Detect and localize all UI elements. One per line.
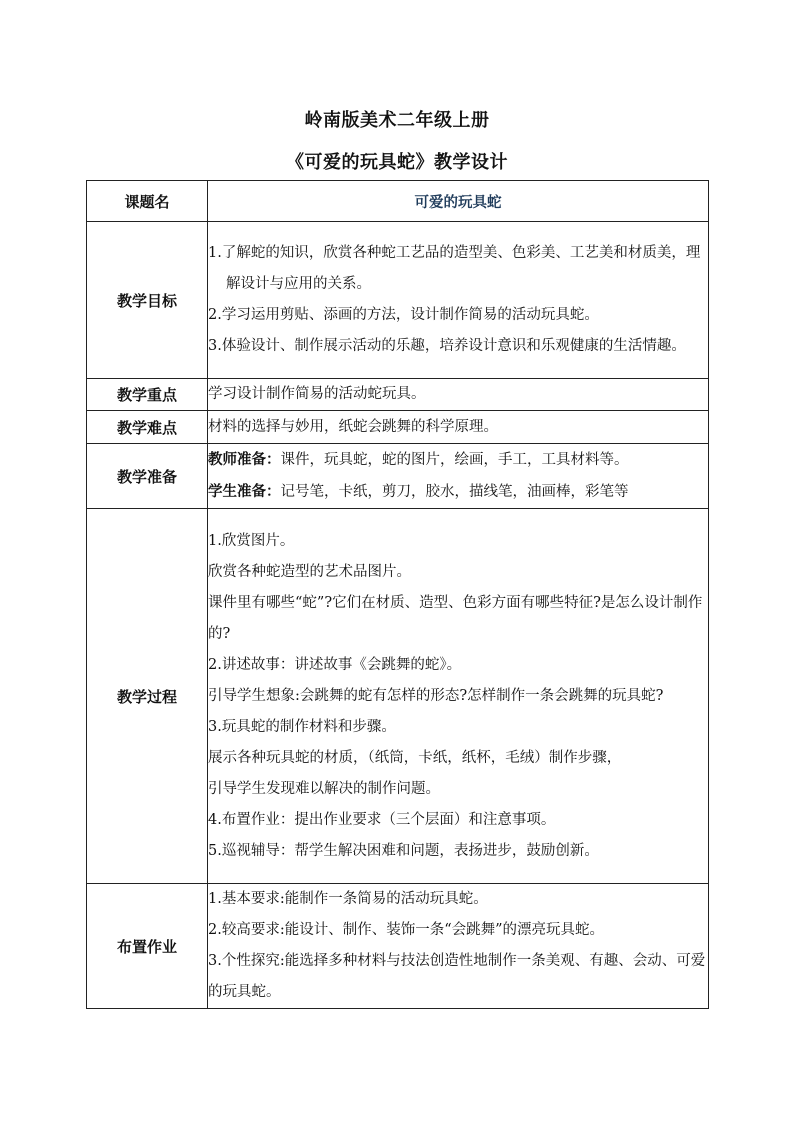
process-label: 教学过程: [87, 509, 208, 884]
process-item: 5.巡视辅导：帮学生解决困难和问题，表扬进步，鼓励创新。: [208, 842, 599, 859]
process-item: 展示各种玩具蛇的材质，（纸筒，卡纸，纸杯，毛绒）制作步骤，: [208, 749, 622, 766]
goals-content: [208, 222, 709, 379]
document-title: 岭南版美术二年级上册: [304, 110, 490, 131]
homework-item: 1.基本要求:能制作一条简易的活动玩具蛇。: [208, 891, 488, 907]
table-row-topic: [87, 181, 709, 222]
student-prep-line: [208, 476, 708, 508]
homework-item: 3.个性探究:能选择多种材料与技法创造性地制作一条美观、有趣、会动、可爱的玩具蛇。: [208, 953, 706, 1000]
preparation-label: 教学准备: [87, 444, 208, 509]
process-item: 课件里有哪些“蛇”?它们在材质、造型、色彩方面有哪些特征?是怎么设计制作的?: [208, 594, 703, 642]
homework-label: 布置作业: [87, 884, 208, 1009]
table-row-key-point: [87, 379, 709, 411]
topic-value: 可爱的玩具蛇: [208, 181, 709, 222]
teacher-prep-label: 教师准备：: [208, 451, 281, 468]
process-content: [208, 509, 709, 884]
process-item: 2.讲述故事：讲述故事《会跳舞的蛇》。: [208, 656, 462, 673]
goal-item: 2.学习运用剪贴、添画的方法，设计制作简易的活动玩具蛇。: [208, 307, 599, 323]
process-item: 引导学生发现难以解决的制作问题。: [208, 780, 440, 797]
goals-label: 教学目标: [87, 222, 208, 379]
process-item: 引导学生想象:会跳舞的蛇有怎样的形态?怎样制作一条会跳舞的玩具蛇?: [208, 687, 664, 704]
homework-item: 2.较高要求:能设计、制作、装饰一条“会跳舞”的漂亮玩具蛇。: [208, 922, 605, 938]
table-row-process: [87, 509, 709, 884]
topic-label: 课题名: [87, 181, 208, 222]
difficulty-text: 材料的选择与妙用，纸蛇会跳舞的科学原理。: [208, 418, 498, 435]
homework-content: [208, 884, 709, 1009]
key-point-value: [208, 379, 709, 411]
lesson-plan-table: [86, 180, 709, 1009]
process-item: 欣赏各种蛇造型的艺术品图片。: [208, 563, 411, 580]
student-prep-value: 记号笔，卡纸，剪刀，胶水，描线笔，油画棒，彩笔等: [280, 484, 629, 500]
table-row-preparation: [87, 444, 709, 509]
key-point-text: 学习设计制作简易的活动蛇玩具。: [208, 386, 426, 402]
teacher-prep-line: [208, 444, 708, 476]
process-item: 3.玩具蛇的制作材料和步骤。: [208, 718, 396, 735]
table-row-goals: [87, 222, 709, 379]
difficulty-value: [208, 411, 709, 444]
goal-item: 1.了解蛇的知识，欣赏各种蛇工艺品的造型美、色彩美、工艺美和材质美，理解设计与应用的关系。: [208, 245, 701, 292]
difficulty-label: 教学难点: [87, 411, 208, 444]
goal-item: 3.体验设计、制作展示活动的乐趣，培养设计意识和乐观健康的生活情趣。: [208, 338, 686, 354]
document-subtitle: 《可爱的玩具蛇》教学设计: [286, 152, 508, 173]
key-point-label: 教学重点: [87, 379, 208, 411]
student-prep-label: 学生准备：: [208, 483, 281, 500]
process-item: 1.欣赏图片。: [208, 532, 295, 549]
table-row-difficulty: [87, 411, 709, 444]
process-item: 4.布置作业：提出作业要求（三个层面）和注意事项。: [208, 811, 556, 828]
preparation-content: [208, 444, 709, 509]
teacher-prep-value: 课件，玩具蛇，蛇的图片，绘画，手工，工具材料等。: [280, 452, 629, 468]
table-row-homework: [87, 884, 709, 1009]
